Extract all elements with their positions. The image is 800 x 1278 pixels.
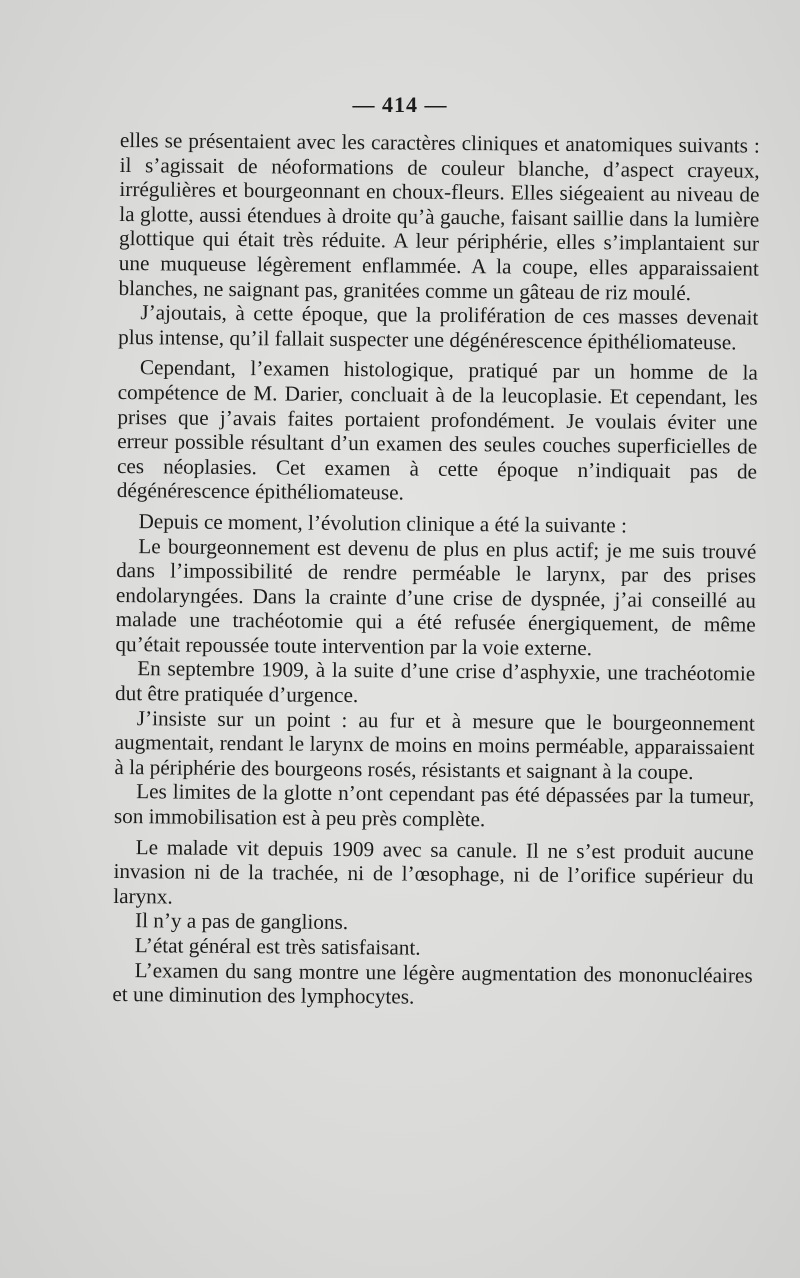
paragraph: L’examen du sang montre une légère augmentation des mononucléaires et une diminution des lymphocytes. bbox=[112, 957, 753, 1009]
paragraph: L’état général est très satisfaisant. bbox=[134, 933, 421, 960]
paragraph: Le malade vit depuis 1909 avec sa canule. Il ne s’est produit aucune invasion ni de la trachée, ni de l’œsophage, ni de l’orifice supérieur du larynx. bbox=[113, 834, 754, 909]
paragraph: Le bourgeonnement est devenu de plus en plus actif; je me suis trouvé dans l’impossibilité de rendre perméable le larynx, par des prises endolaryngées. Dans la crainte d’une crise de dyspnée, j’ai conseillé au malade une trachéotomie qui a été refusée énergiquement, de même qu’était repoussée toute intervention par la voie externe. bbox=[115, 533, 757, 661]
paragraph: Les limites de la glotte n’ont cependant pas été dépassées par la tumeur, son immobilisation est à peu près complète. bbox=[113, 779, 755, 832]
paragraph: Il n’y a pas de ganglions. bbox=[134, 908, 349, 935]
page-number: — 414 — bbox=[352, 92, 448, 117]
paragraph: elles se présentaient avec les caractères cliniques et anatomiques suivants : il s’agissait de néoformations de couleur blanche, d’aspect crayeux, irrégulières et bourgeonnant en choux-fleurs. Elles siégeaient au niveau de la glotte, aussi étendues à droite qu’à gauche, faisant saillie dans la lumière glottique qui était très réduite. A leur périphérie, elles s’implantaient sur une muqueuse légèrement enflammée. A la coupe, elles apparaissaient blanches, ne saignant pas, granitées comme un gâteau de riz moulé. bbox=[118, 128, 760, 305]
paragraph: En septembre 1909, à la suite d’une crise d’asphyxie, une trachéotomie dut être pratiquée d’urgence. bbox=[114, 656, 756, 708]
paragraph: J’ajoutais, à cette époque, que la prolifération de ces masses devenait plus intense, qu’il fallait suspecter une dégénérescence épithéliomateuse. bbox=[118, 300, 759, 355]
paragraph: Depuis ce moment, l’évolution clinique a été la suivante : bbox=[138, 509, 628, 538]
paragraph: Cependant, l’examen histologique, pratiqué par un homme de la compétence de M. Darier, concluait à de la leucoplasie. Et cependant, les prises que j’avais faites portaient profondément. Je voulais éviter une erreur possible résultant d’un examen des seules couches superficielles de ces néoplasies. Cet examen à cette époque n’indiquait pas de dégénérescence épithéliomateuse. bbox=[116, 355, 758, 505]
body-text bbox=[112, 128, 760, 1012]
paragraph: J’insiste sur un point : au fur et à mesure que le bourgeonnement augmentait, rendant le larynx de moins en moins perméable, apparaissaient à la périphérie des bourgeons rosés, résistants et saignant à la coupe. bbox=[114, 705, 755, 784]
